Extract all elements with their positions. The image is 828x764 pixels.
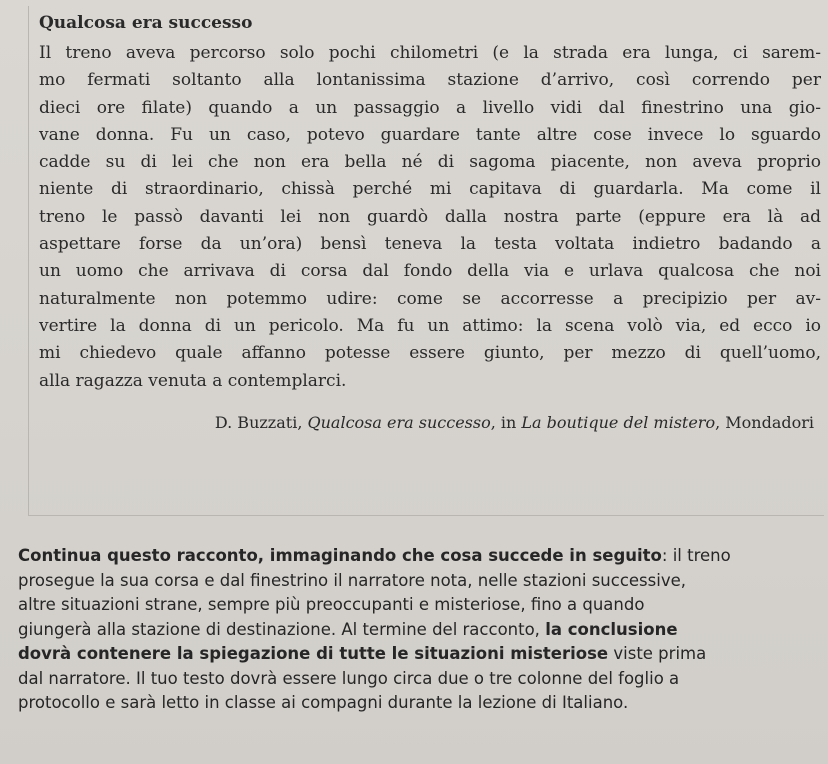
citation-work: Qualcosa era successo [307, 412, 491, 432]
citation [39, 413, 824, 432]
instructions-line: prosegue la sua corsa e dal finestrino il narratore nota, nelle stazioni successive, [18, 570, 687, 590]
instructions-text: : il treno [661, 546, 731, 565]
excerpt-line: mo fermati soltanto alla lontanissima stazione d’arrivo, così correndo per [39, 70, 821, 91]
excerpt-line: naturalmente non potemmo udire: come se accorresse a precipizio per av- [39, 288, 821, 309]
instructions-line [18, 618, 808, 643]
excerpt-line: vertire la donna di un pericolo. Ma fu un attimo: la scena volò via, ed ecco io [39, 315, 821, 336]
excerpt-box [28, 6, 824, 516]
instructions-text: giungerà alla stazione di destinazione. Al termine del racconto, [18, 619, 540, 639]
instructions-text: viste prima [613, 644, 707, 663]
assignment-instructions [18, 544, 808, 716]
excerpt-line: Il treno aveva percorso solo pochi chilometri (e la strada era lunga, ci sarem- [39, 43, 821, 63]
instructions-line: altre situazioni strane, sempre più preoccupanti e misteriose, fino a quando [18, 595, 645, 614]
excerpt-text [39, 40, 824, 395]
excerpt-line: aspettare forse da un’ora) bensì teneva la testa voltata indietro badando a [39, 234, 821, 255]
excerpt-line: vane donna. Fu un caso, potevo guardare tante altre cose invece lo sguardo [39, 124, 821, 145]
excerpt-line: mi chiedevo quale affanno potesse essere giunto, per mezzo di quell’uomo, [39, 343, 821, 364]
instructions-line [18, 544, 808, 569]
excerpt-line: treno le passò davanti lei non guardò dalla nostra parte (eppure era là ad [39, 206, 821, 227]
instructions-bold: la conclusione [545, 619, 678, 639]
citation-author: D. Buzzati, [214, 412, 303, 432]
instructions-line: dal narratore. Il tuo testo dovrà essere lungo circa due o tre colonne del foglio a [18, 668, 680, 688]
excerpt-line: alla ragazza venuta a contemplarci. [39, 370, 347, 391]
instructions-bold: Continua questo racconto, immaginando che cosa succede in seguito [18, 546, 662, 565]
citation-publisher: , Mondadori [715, 412, 814, 432]
excerpt-title: Qualcosa era successo [39, 13, 253, 33]
instructions-line [18, 642, 808, 667]
excerpt-line: dieci ore filate) quando a un passaggio a livello vidi dal finestrino una gio- [39, 97, 821, 118]
excerpt-line: cadde su di lei che non era bella né di sagoma piacente, non aveva proprio [39, 152, 821, 173]
excerpt-line: un uomo che arrivava di corsa dal fondo della via e urlava qualcosa che noi [39, 261, 821, 282]
citation-in: , in [490, 412, 517, 432]
instructions-line: protocollo e sarà letto in classe ai compagni durante la lezione di Italiano. [18, 693, 629, 712]
citation-collection: La boutique del mistero [521, 412, 716, 432]
excerpt-line: niente di straordinario, chissà perché mi capitava di guardarla. Ma come il [39, 179, 821, 200]
instructions-bold: dovrà contenere la spiegazione di tutte le situazioni misteriose [18, 644, 609, 663]
